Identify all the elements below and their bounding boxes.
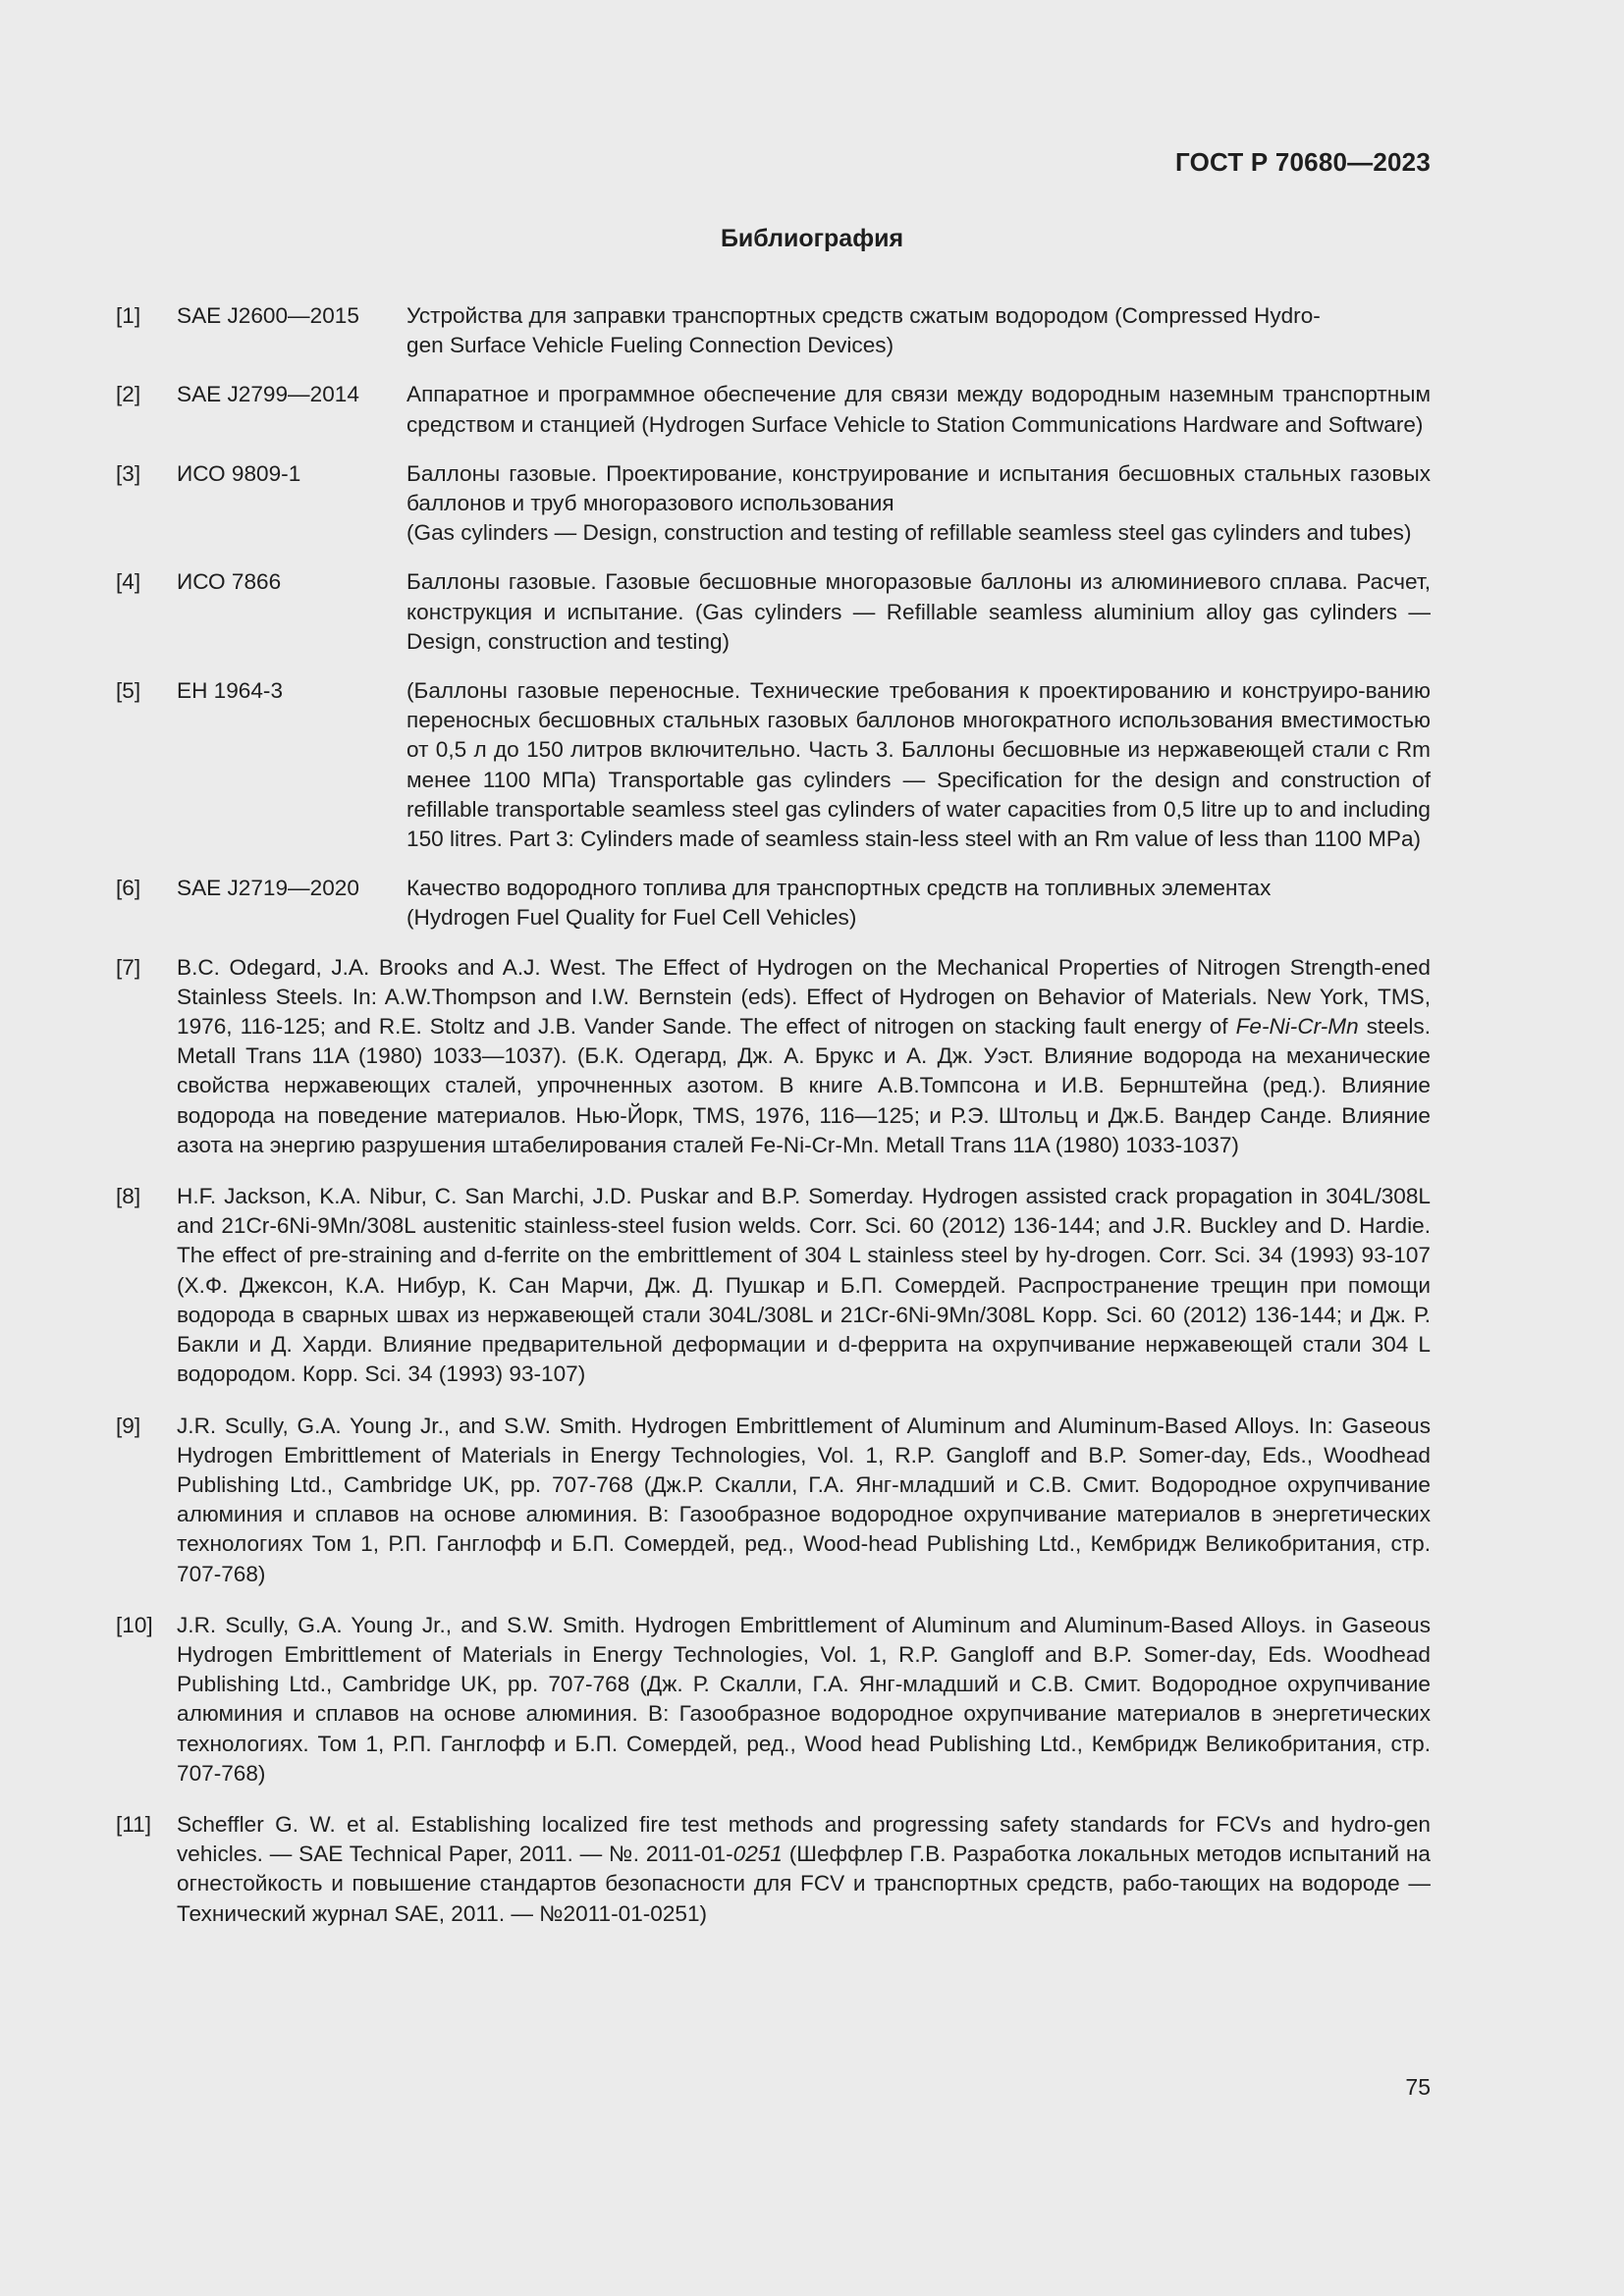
entry-number: [9]	[116, 1413, 141, 1438]
entry-number: [6]	[116, 876, 141, 901]
entry-standard-code: ИСО 9809-1	[177, 460, 301, 486]
entry-standard-code: SAE J2719—2020	[177, 876, 359, 901]
entry-text-part: J.R. Scully, G.A. Young Jr., and S.W. Smith. Hydrogen Embrittlement of Aluminum and Aluminum-Based Alloys. in Gaseous Hydrogen Embrittlement of Materials in Energy Technologies, Vol. 1, R.P. Gangloff and B.P. Somer-day, Eds. Woodhead Publishing Ltd., Cambridge UK, pp. 707-768 (Дж. Р. Скалли, Г.А. Янг-младший и С.В. Смит. Водородное охрупчивание алюминия и сплавов на основе алюминия. В: Газообразное водородное охрупчивание материалов в энергетических технологиях. Том 1, Р.П. Ганглофф и Б.П. Сомердей, ред., Wood head Publishing Ltd., Кембридж Великобритания, стр. 707-768)	[177, 1612, 1431, 1786]
document-code-header: ГОСТ Р 70680—2023	[1175, 147, 1431, 177]
bibliography-entry	[116, 953, 1431, 1160]
entry-text-part: steels. Metall Trans 11A (1980) 1033—1037). (Б.К. Одегард, Дж. А. Брукс и А. Дж. Уэст. Влияние водорода на механические свойства нержавеющих сталей, упрочненных азотом. В книге А.В.Томпсона и И.В. Бернштейна (ред.). Влияние водорода на поведение материалов. Нью-Йорк, TMS, 1976, 116—125; и Р.Э. Штольц и Дж.Б. Вандер Санде. Влияние азота на энергию разрушения штабелирования сталей Fe-Ni-Cr-Mn. Metall Trans 11A (1980) 1033-1037)	[177, 1014, 1431, 1157]
page-number: 75	[1405, 2074, 1431, 2100]
entry-text-part: J.R. Scully, G.A. Young Jr., and S.W. Smith. Hydrogen Embrittlement of Aluminum and Aluminum-Based Alloys. In: Gaseous Hydrogen Embrittlement of Materials in Energy Technologies, Vol. 1, R.P. Gangloff and B.P. Somer-day, Eds., Woodhead Publishing Ltd., Cambridge UK, pp. 707-768 (Дж.Р. Скалли, Г.А. Янг-младший и С.В. Смит. Водородное охрупчивание алюминия и сплавов на основе алюминия. В: Газообразное водородное охрупчивание материалов в энергетических технологиях Том 1, Р.П. Ганглофф и Б.П. Сомердей, ред., Wood-head Publishing Ltd., Кембридж Великобритания, стр. 707-768)	[177, 1413, 1431, 1586]
entry-text-line: (Hydrogen Fuel Quality for Fuel Cell Vehicles)	[406, 905, 857, 931]
entry-text-line: gen Surface Vehicle Fueling Connection Devices)	[406, 333, 894, 358]
entry-text-line: (Баллоны газовые переносные. Технические требования к проектированию и конструиро-ванию переносных бесшовных стальных газовых баллонов многократного использования вместимостью от 0,5 л до 150 литров включительно. Часть 3. Баллоны бесшовные из нержавеющей стали с Rm менее 1100 МПа) Transportable gas cylinders — Specification for the design and construction of refillable transportable seamless steel gas cylinders of water capacities from 0,5 litre up to and including 150 litres. Part 3: Cylinders made of seamless stain-less steel with an Rm value of less than 1100 MPa)	[406, 678, 1431, 852]
entry-number: [10]	[116, 1612, 153, 1637]
entry-text	[177, 953, 1431, 1160]
entry-number: [2]	[116, 382, 141, 407]
entry-text-part: (Шеффлер Г.В. Разработка локальных методов испытаний на огнестойкость и повышение стандартов безопасности для FCV и транспортных средств, рабо-тающих на водороде — Технический журнал SAE, 2011. — №2011-01-0251)	[177, 1842, 1431, 1926]
bibliography-entry	[116, 874, 1431, 933]
entry-text	[406, 676, 1431, 854]
entry-text-part: H.F. Jackson, K.A. Nibur, C. San Marchi, J.D. Puskar and B.P. Somerday. Hydrogen assisted crack propagation in 304L/308L and 21Cr-6Ni-9Mn/308L austenitic stainless-steel fusion welds. Corr. Sci. 60 (2012) 136-144; and J.R. Buckley and D. Hardie. The effect of pre-straining and d-ferrite on the embrittlement of 304 L stainless steel by hy-drogen. Corr. Sci. 34 (1993) 93-107 (Х.Ф. Джексон, К.А. Нибур, К. Сан Марчи, Дж. Д. Пушкар и Б.П. Сомердей. Распространение трещин при помощи водорода в сварных швах из нержавеющей стали 304L/308L и 21Cr-6Ni-9Mn/308L Корр. Sci. 60 (2012) 136-144; и Дж. Р. Бакли и Д. Харди. Влияние предварительной деформации и d-феррита на охрупчивание нержавеющей стали 304 L водородом. Корр. Sci. 34 (1993) 93-107)	[177, 1184, 1431, 1387]
bibliography-entry	[116, 380, 1431, 439]
bibliography-entry	[116, 301, 1431, 360]
entry-text	[406, 567, 1431, 657]
entry-standard-code: SAE J2799—2014	[177, 382, 359, 407]
entry-text-line: Баллоны газовые. Проектирование, конструирование и испытания бесшовных стальных газовых баллонов и труб многоразового использования	[406, 460, 1431, 516]
bibliography-list	[116, 301, 1431, 1950]
entry-text-italic: Fe-Ni-Cr-Mn	[1235, 1014, 1359, 1040]
entry-standard-code: ЕН 1964-3	[177, 678, 284, 704]
entry-text	[406, 380, 1431, 439]
entry-text	[406, 874, 1431, 933]
entry-text-line: Качество водородного топлива для транспортных средств на топливных элементах	[406, 876, 1272, 901]
entry-text	[177, 1412, 1431, 1589]
page-title: Библиография	[720, 225, 904, 252]
entry-text-italic: 0251	[732, 1842, 783, 1867]
entry-number: [3]	[116, 460, 141, 486]
entry-text-line: (Gas cylinders — Design, construction and testing of refillable seamless steel gas cylinders and tubes)	[406, 520, 1412, 546]
bibliography-entry	[116, 1810, 1431, 1929]
entry-number: [7]	[116, 954, 141, 980]
standards-entries	[116, 301, 1431, 934]
entry-text	[177, 1182, 1431, 1389]
entry-standard-code: SAE J2600—2015	[177, 303, 359, 328]
entry-text-line: Аппаратное и программное обеспечение для связи между водородным наземным транспортным средством и станцией (Hydrogen Surface Vehicle to Station Communications Hardware and Software)	[406, 382, 1431, 437]
entry-text	[177, 1611, 1431, 1789]
entry-number: [5]	[116, 678, 141, 704]
bibliography-entry	[116, 1611, 1431, 1789]
bibliography-entry	[116, 567, 1431, 657]
bibliography-entry	[116, 676, 1431, 854]
bibliography-entry	[116, 459, 1431, 549]
entry-text	[406, 459, 1431, 549]
entry-number: [11]	[116, 1811, 152, 1837]
literature-references	[116, 953, 1431, 1929]
entry-number: [8]	[116, 1184, 141, 1209]
entry-text-part: B.C. Odegard, J.A. Brooks and A.J. West. The Effect of Hydrogen on the Mechanical Properties of Nitrogen Strength-ened Stainless Steels. In: A.W.Thompson and I.W. Bernstein (eds). Effect of Hydrogen on Behavior of Materials. New York, TMS, 1976, 116-125; and R.E. Stoltz and J.B. Vander Sande. The effect of nitrogen on stacking fault energy of	[177, 954, 1431, 1040]
entry-text	[177, 1810, 1431, 1929]
entry-standard-code: ИСО 7866	[177, 569, 282, 595]
bibliography-entry	[116, 1182, 1431, 1389]
entry-text-part: Scheffler G. W. et al. Establishing localized fire test methods and progressing safety standards for FCVs and hydro-gen vehicles. — SAE Technical Paper, 2011. — №. 2011-01-	[177, 1811, 1431, 1867]
entry-text-line: Баллоны газовые. Газовые бесшовные многоразовые баллоны из алюминиевого сплава. Расчет, конструкция и испытание. (Gas cylinders — Refillable seamless aluminium alloy gas cylinders — Design, construction and testing)	[406, 569, 1431, 654]
entry-number: [4]	[116, 569, 141, 595]
bibliography-entry	[116, 1412, 1431, 1589]
entry-text-line: Устройства для заправки транспортных средств сжатым водородом (Compressed Hydro-	[406, 303, 1321, 328]
entry-text	[406, 301, 1431, 360]
entry-number: [1]	[116, 303, 141, 328]
